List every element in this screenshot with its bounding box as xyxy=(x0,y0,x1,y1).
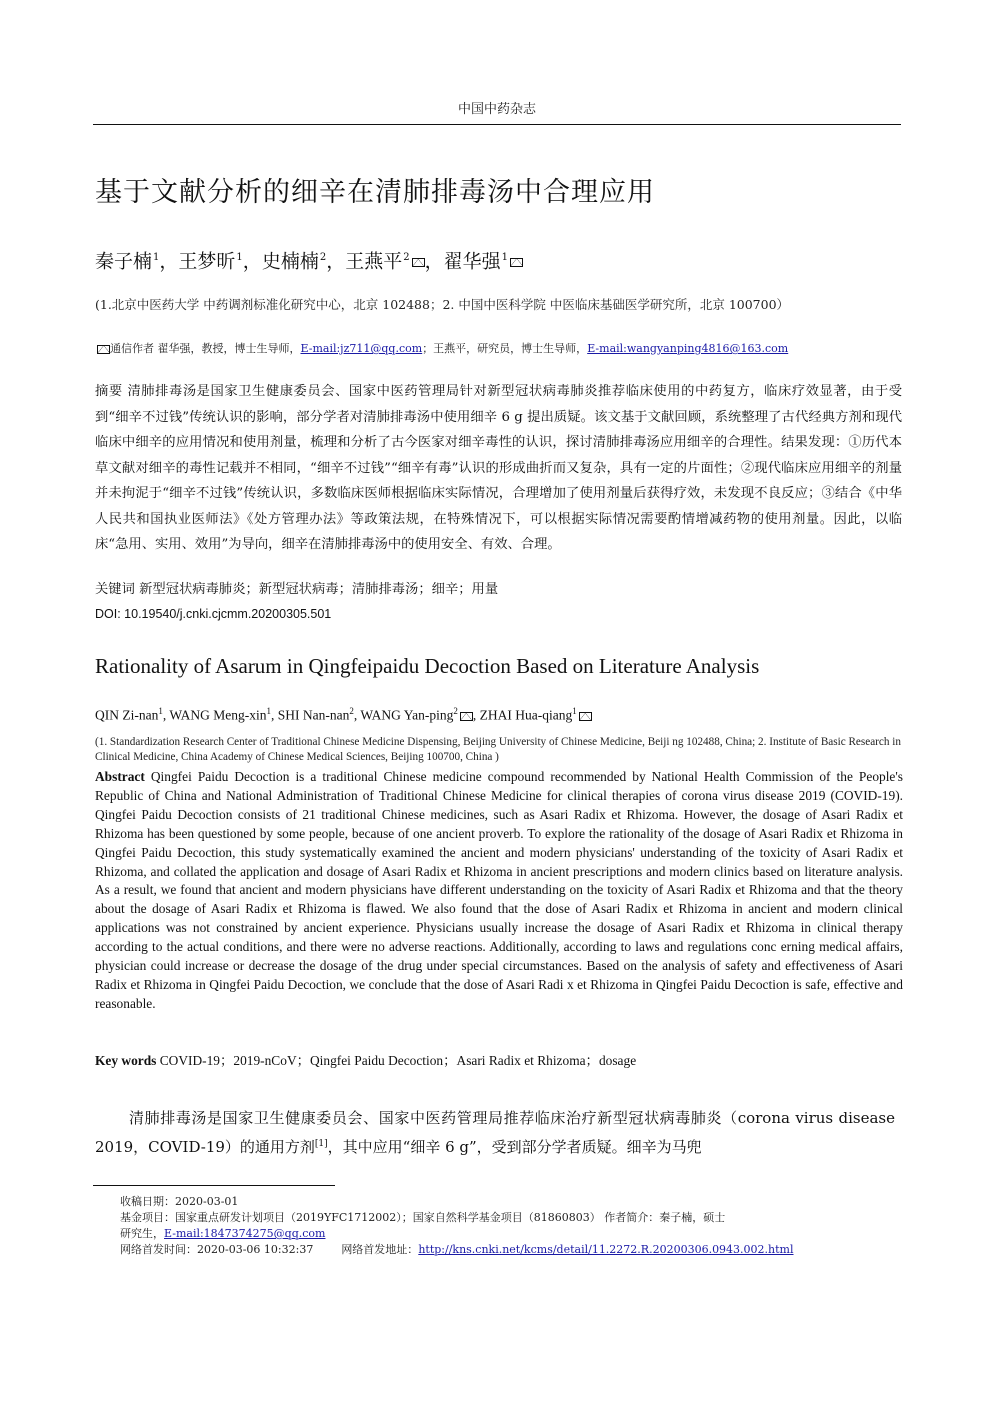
cn-abstract-text: 清肺排毒汤是国家卫生健康委员会、国家中医药管理局针对新型冠状病毒肺炎推荐临床使用的中药复方，临床疗效显著，由于受到“细辛不过钱”传统认识的影响，部分学者对清肺排毒汤中使用细辛 6 g 提出质疑。该文基于文献回顾，系统整理了古代经典方剂和现代临床中细辛的应用情况和使用剂量，梳理和分析了古今医家对细辛毒性的认识，探讨清肺排毒汤应用细辛的合理性。结果发现：①历代本草文献对细辛的毒性记载并不相同，“细辛不过钱”“细辛有毒”认识的形成曲折而又复杂，具有一定的片面性；②现代临床应用细辛的剂量并未拘泥于“细辛不过钱”传统认识，多数临床医师根据临床实际情况，合理增加了使用剂量后获得疗效，未发现不良反应；③结合《中华人民共和国执业医师法》《处方管理办法》等政策法规，在特殊情况下，可以根据实际情况需要酌情增减药物的使用剂量。因此，以临床“急用、实用、效用”为导向，细辛在清肺排毒汤中的使用安全、有效、合理。 xyxy=(95,384,903,552)
envelope-icon xyxy=(510,258,523,267)
doi: DOI: 10.19540/j.cnki.cjcmm.20200305.501 xyxy=(95,607,332,621)
cn-keywords-label: 关键词 xyxy=(95,582,135,597)
cn-author-separator: ， xyxy=(242,250,262,273)
online-time: 网络首发时间：2020-03-06 10:32:37 xyxy=(120,1243,314,1256)
bio-email-link[interactable]: E-mail:1847374275@qq.com xyxy=(164,1227,326,1240)
en-author-separator: , xyxy=(162,707,170,723)
en-abstract-text: Qingfei Paidu Decoction is a traditional Chinese medicine compound recommended by National Health Commission of the People's Republic of China and National Administration of Traditional Chinese Medicine for clinical therapies of corona virus disease 2019 (COVID-19). Qingfei Paidu Decoction consists of 21 traditional Chinese medicines, such as Asari Radix et Rhizoma. However, the dosage of Asari Radix et Rhizoma has been questioned by some people, because of one ancient proverb. To explore the rationality of the dosage of Asari Radix et Rhizoma in Qingfei Paidu Decoction, this study systematically examined the ancient and modern physicians' understanding of the toxicity of Asari Radix et Rhizoma, and collated the application and dosage of Asari Radix et Rhizoma in ancient prescriptions and modern clinics based on literature analysis. As a result, we found that ancient and modern physicians have different understanding on the toxicity of Asari Radix et Rhizoma and that the theory about the dosage of Asari Radix et Rhizoma is flawed. We also found that the dose of Asari Radix et Rhizoma in ancient and modern clinical applications was not constrained by ancient experience. Physicians usually increase the dosage of Asari Radix et Rhizoma in clinical therapy according to the actual conditions, and there were no adverse reactions. Additionally, according to laws and regulations conc erning medical affairs, physician could increase or decrease the dosage of the drug under special circumstances. Based on the analysis of safety and effectiveness of Asari Radix et Rhizoma in Qingfei Paidu Decoction, we conclude that the dose of Asari Radi x et Rhizoma in Qingfei Paidu Decoction is safe, effective and reasonable. xyxy=(95,769,903,1011)
en-abstract xyxy=(95,768,903,1014)
header-rule xyxy=(93,124,901,125)
en-abstract-label: Abstract xyxy=(95,769,145,784)
en-author-name: WANG Meng-xin xyxy=(169,707,267,723)
cn-author-separator: ， xyxy=(326,250,346,273)
en-keywords xyxy=(95,1051,903,1071)
cn-affiliation: (1.北京中医药大学 中药调剂标准化研究中心，北京 102488；2. 中国中医科学院 中医临床基础医学研究所，北京 100700） xyxy=(95,297,790,312)
en-keywords-label: Key words xyxy=(95,1053,157,1068)
footnote-funding: 基金项目：国家重点研发计划项目（2019YFC1712002）；国家自然科学基金项目（81860803） 作者简介：秦子楠，硕士 xyxy=(120,1211,726,1224)
footnote-rule xyxy=(93,1185,335,1186)
en-authors xyxy=(95,700,905,727)
journal-header: 中国中药杂志 xyxy=(457,102,536,117)
cn-author-separator: ， xyxy=(424,250,444,273)
envelope-icon xyxy=(97,345,110,354)
en-author-separator: , xyxy=(472,707,480,723)
en-author-separator: , xyxy=(353,707,361,723)
en-author-affil-sup: 2 xyxy=(453,706,458,716)
body-text-2: ，其中应用“细辛 6 g”，受到部分学者质疑。细辛为马兜 xyxy=(327,1138,702,1156)
cn-author-affil-sup: 1 xyxy=(236,252,243,263)
cn-title: 基于文献分析的细辛在清肺排毒汤中合理应用 xyxy=(95,177,655,208)
cn-authors xyxy=(95,243,905,276)
cn-author-separator: ， xyxy=(159,250,179,273)
body-paragraph xyxy=(95,1105,895,1160)
corr-email-link-1[interactable]: E-mail:jz711@qq.com xyxy=(300,342,423,355)
cn-author-affil-sup: 1 xyxy=(153,252,160,263)
envelope-icon xyxy=(412,258,425,267)
en-author-affil-sup: 1 xyxy=(266,706,271,716)
cn-keywords xyxy=(95,578,902,602)
cn-author-name: 王梦昕 xyxy=(178,250,236,273)
en-keywords-text: COVID-19；2019-nCoV；Qingfei Paidu Decoction；Asari Radix et Rhizoma；dosage xyxy=(159,1053,637,1068)
bio-prefix: 研究生， xyxy=(120,1227,164,1240)
en-author-name: ZHAI Hua-qiang xyxy=(479,707,573,723)
corr-email-link-2[interactable]: E-mail:wangyanping4816@163.com xyxy=(587,342,789,355)
en-author-affil-sup: 1 xyxy=(572,706,577,716)
cn-author-affil-sup: 1 xyxy=(501,252,509,263)
body-text-1: 清肺排毒汤是国家卫生健康委员会、国家中医药管理局推荐临床治疗新型冠状病毒肺炎（corona virus disease 2019，COVID-19）的通用方剂 xyxy=(95,1109,895,1156)
cn-abstract-label: 摘要 xyxy=(95,384,123,399)
en-title: Rationality of Asarum in Qingfeipaidu Decoction Based on Literature Analysis xyxy=(95,654,760,678)
envelope-icon xyxy=(579,712,592,721)
cn-author-name: 史楠楠 xyxy=(261,250,319,273)
en-author-name: SHI Nan-nan xyxy=(277,707,350,723)
cn-keywords-text: 新型冠状病毒肺炎；新型冠状病毒；清肺排毒汤；细辛；用量 xyxy=(139,582,499,597)
cn-abstract xyxy=(95,379,902,558)
online-url-link[interactable]: http://kns.cnki.net/kcms/detail/11.2272.R.20200306.0943.002.html xyxy=(418,1243,794,1256)
cn-author-affil-sup: 2 xyxy=(319,252,327,263)
online-addr-label: 网络首发地址： xyxy=(341,1243,419,1256)
en-affiliation: (1. Standardization Research Center of Traditional Chinese Medicine Dispensing, Beijing University of Chinese Medicine, Beiji ng 102488, China; 2. Institute of Basic Research in Clinical Medicine, China Academy of Chinese Medical Sciences, Beijing 100700, China ) xyxy=(95,736,901,763)
envelope-icon xyxy=(460,712,473,721)
en-author-affil-sup: 2 xyxy=(349,706,354,716)
footnote-online xyxy=(120,1242,820,1258)
citation-ref[interactable]: [1] xyxy=(314,1139,328,1149)
cn-author-name: 秦子楠 xyxy=(95,250,153,273)
cn-corresponding-note xyxy=(95,340,900,358)
corr-prefix: 通信作者 翟华强，教授，博士生导师， xyxy=(110,342,301,355)
cn-author-name: 翟华强 xyxy=(443,250,501,273)
en-author-separator: , xyxy=(271,707,278,723)
cn-author-affil-sup: 2 xyxy=(403,252,410,263)
footnote-bio xyxy=(120,1226,820,1242)
en-author-name: QIN Zi-nan xyxy=(95,707,159,723)
en-author-affil-sup: 1 xyxy=(158,706,163,716)
cn-author-name: 王燕平 xyxy=(345,250,403,273)
footnote-received: 收稿日期：2020-03-01 xyxy=(120,1195,239,1208)
footnotes xyxy=(120,1194,820,1258)
corr-mid: ；王燕平，研究员，博士生导师， xyxy=(422,342,588,355)
en-author-name: WANG Yan-ping xyxy=(360,707,454,723)
